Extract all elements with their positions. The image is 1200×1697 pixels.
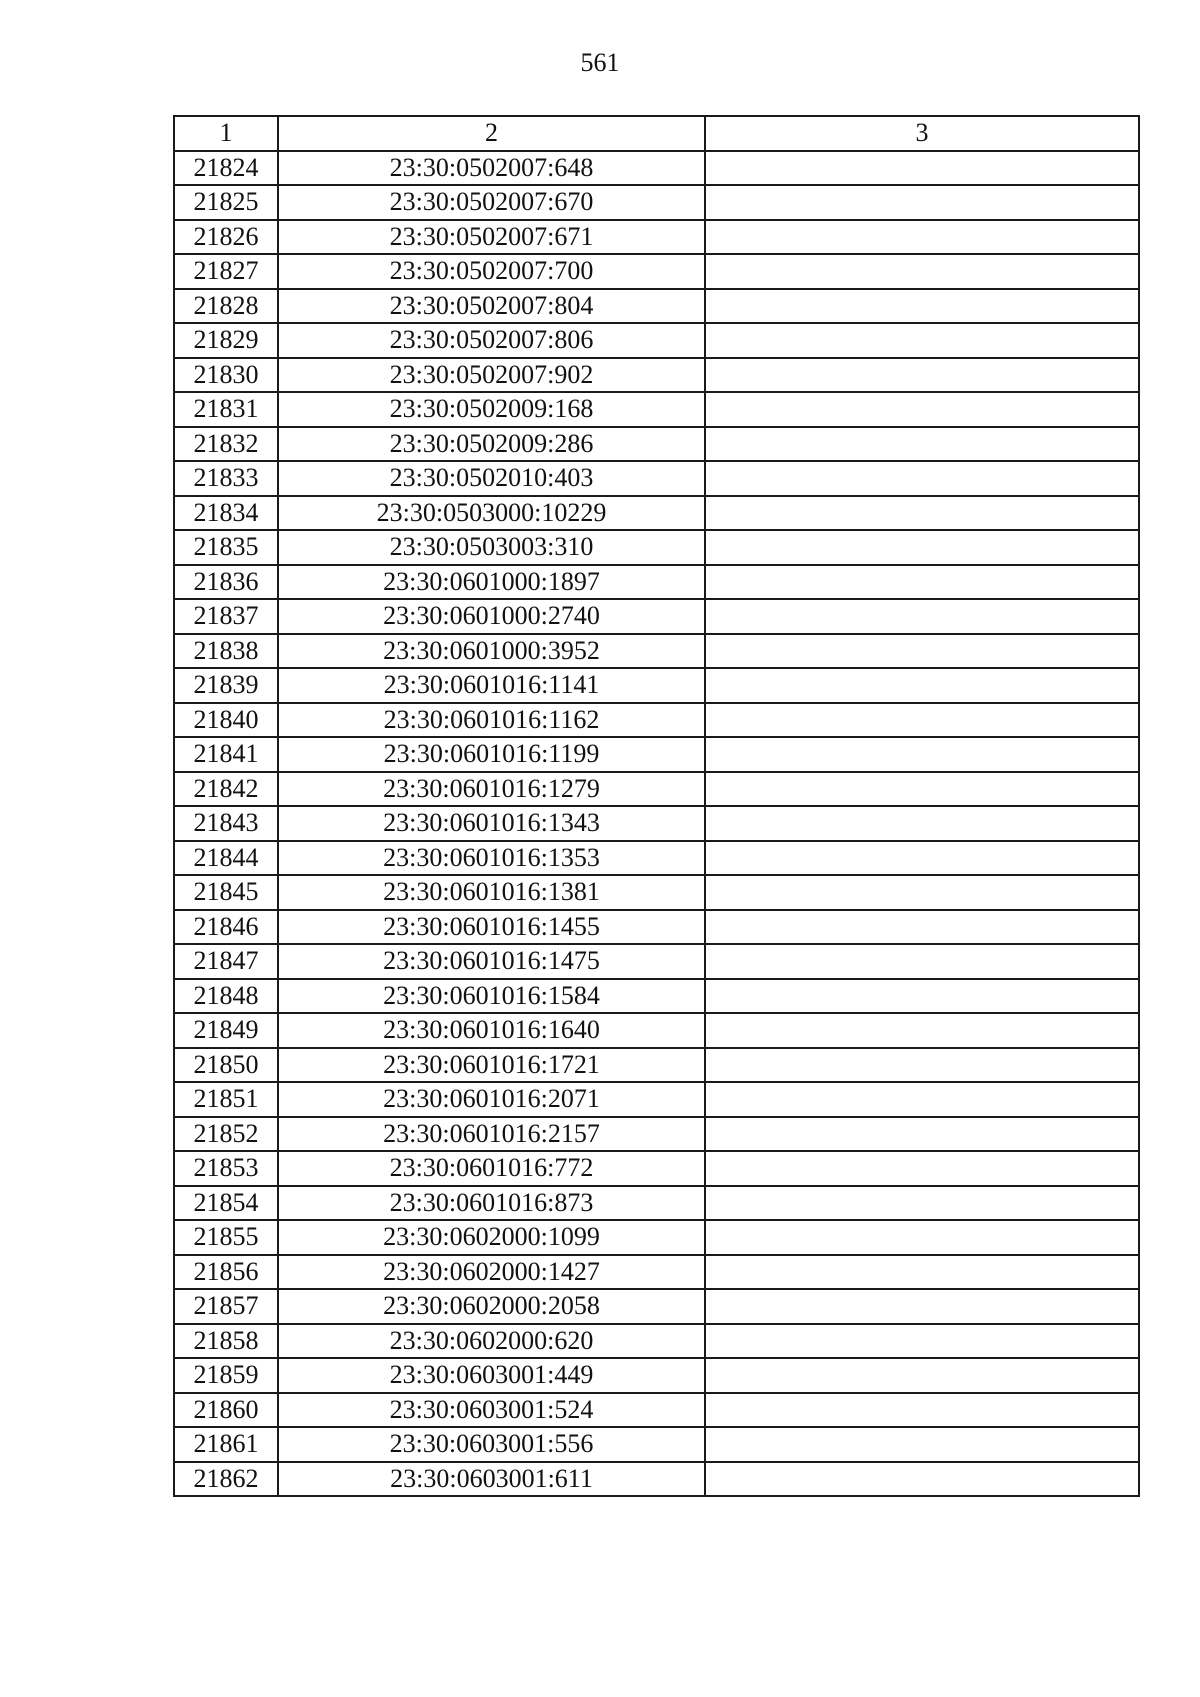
cadastral-number-cell: 23:30:0502007:670 (278, 185, 705, 220)
table-row (174, 1151, 1139, 1186)
table-row (174, 1427, 1139, 1462)
notes-cell (705, 634, 1139, 669)
row-number-cell: 21853 (174, 1151, 278, 1186)
table-row (174, 944, 1139, 979)
notes-cell (705, 427, 1139, 462)
table-row (174, 1048, 1139, 1083)
notes-cell (705, 599, 1139, 634)
notes-cell (705, 703, 1139, 738)
cadastral-number-cell: 23:30:0603001:524 (278, 1393, 705, 1428)
cadastral-number-cell: 23:30:0502010:403 (278, 461, 705, 496)
row-number-cell: 21849 (174, 1013, 278, 1048)
cadastral-number-cell: 23:30:0603001:611 (278, 1462, 705, 1497)
row-number-cell: 21832 (174, 427, 278, 462)
row-number-cell: 21837 (174, 599, 278, 634)
notes-cell (705, 1289, 1139, 1324)
notes-cell (705, 1117, 1139, 1152)
cadastral-number-cell: 23:30:0503003:310 (278, 530, 705, 565)
row-number-cell: 21838 (174, 634, 278, 669)
notes-cell (705, 289, 1139, 324)
register-table (173, 115, 1140, 1497)
table-row (174, 185, 1139, 220)
notes-cell (705, 220, 1139, 255)
row-number-cell: 21831 (174, 392, 278, 427)
notes-cell (705, 979, 1139, 1014)
row-number-cell: 21834 (174, 496, 278, 531)
cadastral-number-cell: 23:30:0601016:1162 (278, 703, 705, 738)
row-number-cell: 21860 (174, 1393, 278, 1428)
table-row (174, 875, 1139, 910)
table-row (174, 634, 1139, 669)
table-row (174, 1255, 1139, 1290)
notes-cell (705, 323, 1139, 358)
table-row (174, 323, 1139, 358)
cadastral-number-cell: 23:30:0601016:1381 (278, 875, 705, 910)
table-row (174, 1082, 1139, 1117)
cadastral-number-cell: 23:30:0602000:1099 (278, 1220, 705, 1255)
cadastral-number-cell: 23:30:0601016:1279 (278, 772, 705, 807)
cadastral-number-cell: 23:30:0502007:648 (278, 151, 705, 186)
notes-cell (705, 1427, 1139, 1462)
notes-cell (705, 565, 1139, 600)
cadastral-number-cell: 23:30:0502007:902 (278, 358, 705, 393)
notes-cell (705, 530, 1139, 565)
row-number-cell: 21840 (174, 703, 278, 738)
cadastral-number-cell: 23:30:0502009:286 (278, 427, 705, 462)
cadastral-number-cell: 23:30:0502007:806 (278, 323, 705, 358)
cadastral-number-cell: 23:30:0601016:1721 (278, 1048, 705, 1083)
cadastral-number-cell: 23:30:0603001:556 (278, 1427, 705, 1462)
cadastral-number-cell: 23:30:0601000:1897 (278, 565, 705, 600)
cadastral-number-cell: 23:30:0502007:671 (278, 220, 705, 255)
cadastral-number-cell: 23:30:0601000:3952 (278, 634, 705, 669)
table-row (174, 1393, 1139, 1428)
table-row (174, 737, 1139, 772)
cadastral-number-cell: 23:30:0601016:1640 (278, 1013, 705, 1048)
notes-cell (705, 185, 1139, 220)
cadastral-number-cell: 23:30:0601016:1455 (278, 910, 705, 945)
cadastral-number-cell: 23:30:0602000:620 (278, 1324, 705, 1359)
table-row (174, 703, 1139, 738)
cadastral-number-cell: 23:30:0601016:1475 (278, 944, 705, 979)
cadastral-number-cell: 23:30:0602000:2058 (278, 1289, 705, 1324)
row-number-cell: 21861 (174, 1427, 278, 1462)
notes-cell (705, 1393, 1139, 1428)
notes-cell (705, 1082, 1139, 1117)
table-row (174, 565, 1139, 600)
cadastral-number-cell: 23:30:0601016:2157 (278, 1117, 705, 1152)
cadastral-number-cell: 23:30:0601016:1141 (278, 668, 705, 703)
table-header-row (174, 116, 1139, 151)
notes-cell (705, 392, 1139, 427)
table-row (174, 1220, 1139, 1255)
table-row (174, 461, 1139, 496)
table-row (174, 1324, 1139, 1359)
row-number-cell: 21829 (174, 323, 278, 358)
notes-cell (705, 496, 1139, 531)
table-row (174, 427, 1139, 462)
table-row (174, 772, 1139, 807)
notes-cell (705, 254, 1139, 289)
row-number-cell: 21842 (174, 772, 278, 807)
row-number-cell: 21857 (174, 1289, 278, 1324)
table-body (174, 151, 1139, 1497)
notes-cell (705, 772, 1139, 807)
table-row (174, 979, 1139, 1014)
notes-cell (705, 1358, 1139, 1393)
cadastral-number-cell: 23:30:0601016:1584 (278, 979, 705, 1014)
cadastral-number-cell: 23:30:0601016:1343 (278, 806, 705, 841)
row-number-cell: 21846 (174, 910, 278, 945)
row-number-cell: 21828 (174, 289, 278, 324)
row-number-cell: 21859 (174, 1358, 278, 1393)
notes-cell (705, 1151, 1139, 1186)
row-number-cell: 21835 (174, 530, 278, 565)
table-row (174, 151, 1139, 186)
row-number-cell: 21858 (174, 1324, 278, 1359)
column-header-3: 3 (705, 116, 1139, 151)
notes-cell (705, 1013, 1139, 1048)
row-number-cell: 21847 (174, 944, 278, 979)
row-number-cell: 21827 (174, 254, 278, 289)
row-number-cell: 21841 (174, 737, 278, 772)
notes-cell (705, 1186, 1139, 1221)
page-number: 561 (580, 48, 620, 77)
row-number-cell: 21826 (174, 220, 278, 255)
cadastral-number-cell: 23:30:0601016:873 (278, 1186, 705, 1221)
table-row (174, 1117, 1139, 1152)
table-row (174, 1186, 1139, 1221)
cadastral-number-cell: 23:30:0503000:10229 (278, 496, 705, 531)
notes-cell (705, 1048, 1139, 1083)
row-number-cell: 21824 (174, 151, 278, 186)
notes-cell (705, 1255, 1139, 1290)
table-row (174, 530, 1139, 565)
cadastral-number-cell: 23:30:0601016:1199 (278, 737, 705, 772)
row-number-cell: 21825 (174, 185, 278, 220)
notes-cell (705, 806, 1139, 841)
notes-cell (705, 841, 1139, 876)
table-row (174, 599, 1139, 634)
column-header-1: 1 (174, 116, 278, 151)
row-number-cell: 21855 (174, 1220, 278, 1255)
notes-cell (705, 1324, 1139, 1359)
row-number-cell: 21848 (174, 979, 278, 1014)
cadastral-number-cell: 23:30:0601016:2071 (278, 1082, 705, 1117)
table-row (174, 358, 1139, 393)
table-row (174, 806, 1139, 841)
table-row (174, 1358, 1139, 1393)
row-number-cell: 21850 (174, 1048, 278, 1083)
notes-cell (705, 875, 1139, 910)
cadastral-number-cell: 23:30:0502007:804 (278, 289, 705, 324)
row-number-cell: 21839 (174, 668, 278, 703)
cadastral-number-cell: 23:30:0602000:1427 (278, 1255, 705, 1290)
cadastral-number-cell: 23:30:0502007:700 (278, 254, 705, 289)
notes-cell (705, 461, 1139, 496)
table-row (174, 254, 1139, 289)
row-number-cell: 21833 (174, 461, 278, 496)
cadastral-number-cell: 23:30:0502009:168 (278, 392, 705, 427)
notes-cell (705, 1220, 1139, 1255)
row-number-cell: 21851 (174, 1082, 278, 1117)
notes-cell (705, 668, 1139, 703)
notes-cell (705, 151, 1139, 186)
table-row (174, 668, 1139, 703)
table-row (174, 392, 1139, 427)
column-header-2: 2 (278, 116, 705, 151)
notes-cell (705, 910, 1139, 945)
table-row (174, 289, 1139, 324)
row-number-cell: 21852 (174, 1117, 278, 1152)
row-number-cell: 21843 (174, 806, 278, 841)
table-row (174, 496, 1139, 531)
row-number-cell: 21830 (174, 358, 278, 393)
row-number-cell: 21862 (174, 1462, 278, 1497)
table-row (174, 1462, 1139, 1497)
row-number-cell: 21845 (174, 875, 278, 910)
table-row (174, 910, 1139, 945)
cadastral-number-cell: 23:30:0601000:2740 (278, 599, 705, 634)
row-number-cell: 21854 (174, 1186, 278, 1221)
table-row (174, 1013, 1139, 1048)
notes-cell (705, 944, 1139, 979)
table-row (174, 220, 1139, 255)
notes-cell (705, 358, 1139, 393)
notes-cell (705, 1462, 1139, 1497)
notes-cell (705, 737, 1139, 772)
row-number-cell: 21836 (174, 565, 278, 600)
table-row (174, 841, 1139, 876)
cadastral-number-cell: 23:30:0601016:1353 (278, 841, 705, 876)
table-row (174, 1289, 1139, 1324)
row-number-cell: 21856 (174, 1255, 278, 1290)
cadastral-number-cell: 23:30:0603001:449 (278, 1358, 705, 1393)
cadastral-number-cell: 23:30:0601016:772 (278, 1151, 705, 1186)
row-number-cell: 21844 (174, 841, 278, 876)
